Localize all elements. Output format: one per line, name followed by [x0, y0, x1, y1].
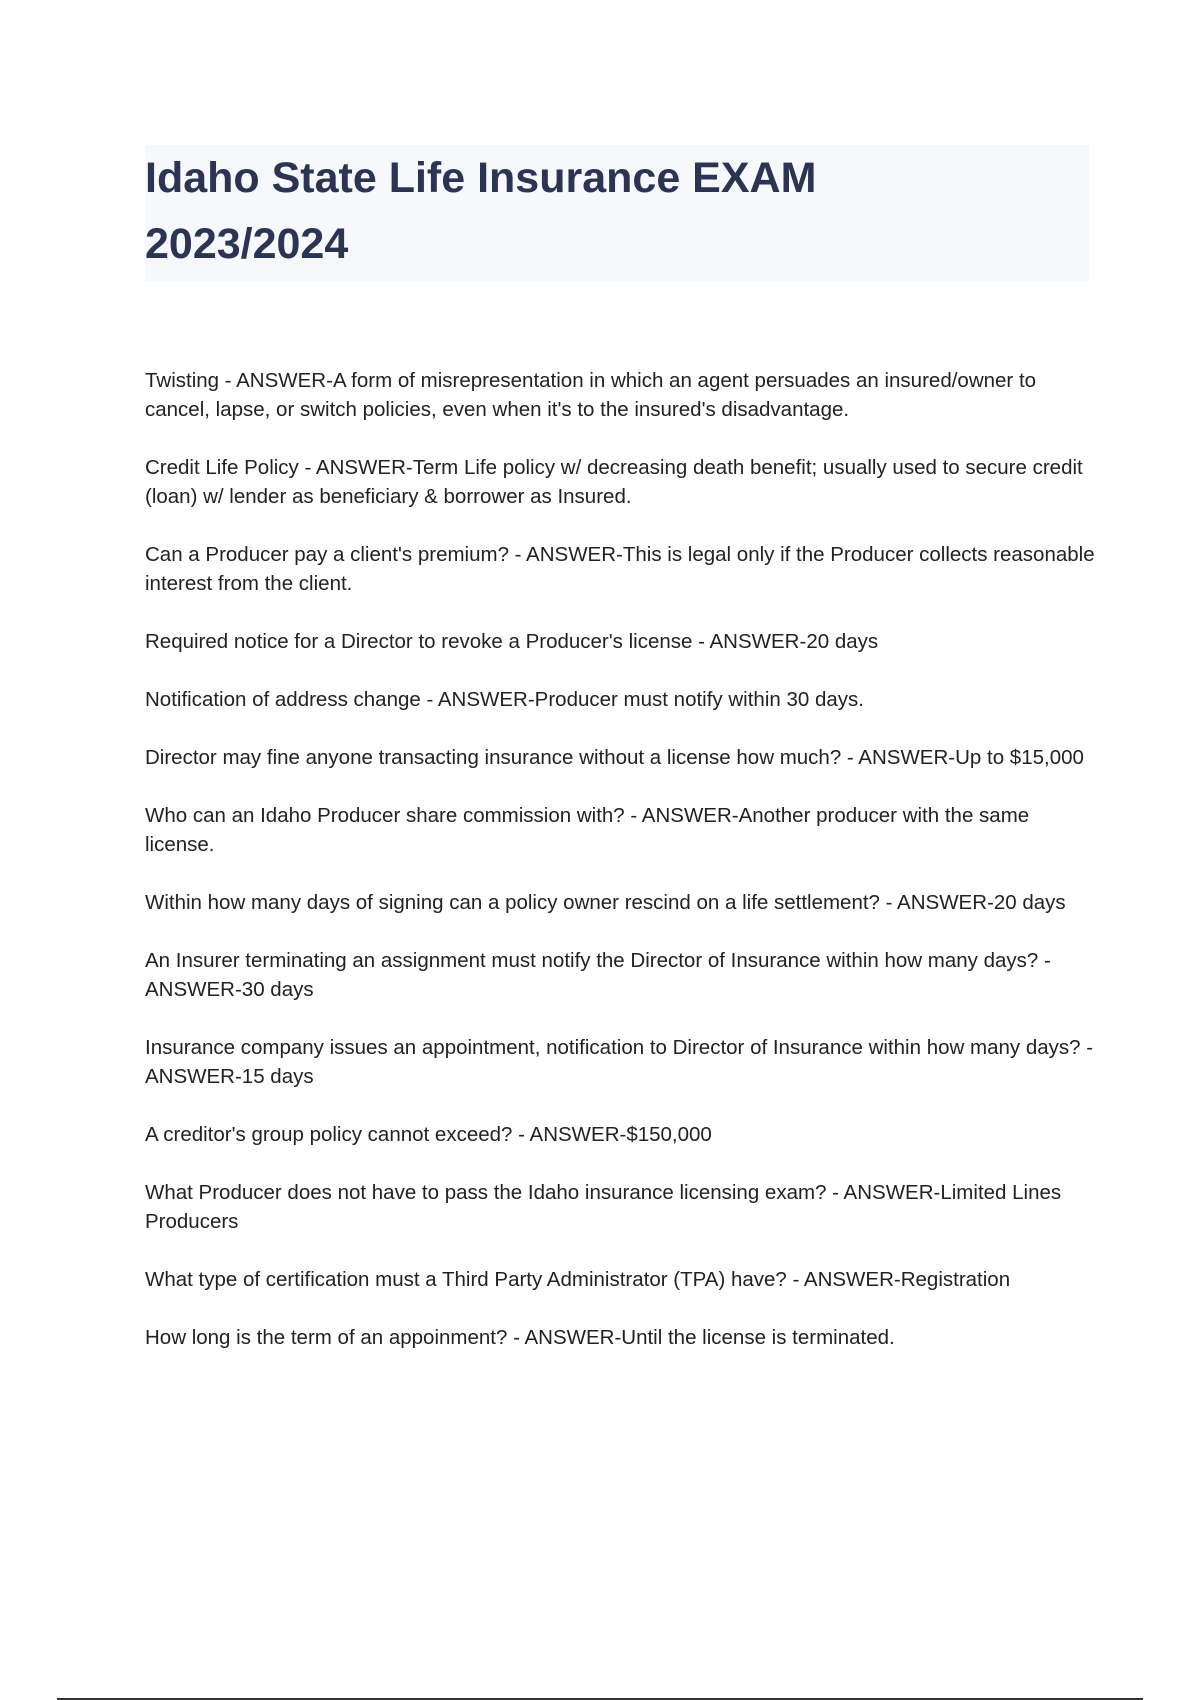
qa-item-appointment-notification: Insurance company issues an appointment, notification to Director of Insurance within how many days? - ANSWER-15 days: [145, 1036, 1094, 1088]
qa-item-tpa-certification: What type of certification must a Third Party Administrator (TPA) have? - ANSWER-Registration: [145, 1268, 1011, 1291]
title-line-1: Idaho State Life Insurance EXAM: [145, 154, 817, 202]
qa-item-twisting: Twisting - ANSWER-A form of misrepresentation in which an agent persuades an insured/owner to cancel, lapse, or switch policies, even when it's to the insured's disadvantage.: [145, 369, 1037, 421]
qa-item-producer-pay-premium: Can a Producer pay a client's premium? - ANSWER-This is legal only if the Producer collects reasonable interest from the client.: [145, 543, 1095, 595]
page-title: [145, 145, 1089, 277]
qa-item-revoke-license-notice: Required notice for a Director to revoke a Producer's license - ANSWER-20 days: [145, 630, 879, 653]
qa-item-terminating-assignment: An Insurer terminating an assignment must notify the Director of Insurance within how many days? - ANSWER-30 days: [145, 949, 1051, 1001]
qa-item-life-settlement-rescind: Within how many days of signing can a policy owner rescind on a life settlement? - ANSWER-20 days: [145, 891, 1066, 914]
question-answer-list: [145, 366, 1095, 1381]
qa-item-appointment-term: How long is the term of an appoinment? - ANSWER-Until the license is terminated.: [145, 1326, 895, 1349]
qa-item-creditor-group-policy: A creditor's group policy cannot exceed? - ANSWER-$150,000: [145, 1123, 712, 1146]
qa-item-credit-life-policy: Credit Life Policy - ANSWER-Term Life policy w/ decreasing death benefit; usually used to secure credit (loan) w/ lender as beneficiary & borrower as Insured.: [145, 456, 1083, 508]
title-line-2: 2023/2024: [145, 220, 349, 268]
qa-item-share-commission: Who can an Idaho Producer share commission with? - ANSWER-Another producer with the same license.: [145, 804, 1030, 856]
title-banner: [145, 145, 1089, 281]
qa-item-address-change: Notification of address change - ANSWER-Producer must notify within 30 days.: [145, 688, 864, 711]
qa-item-unlicensed-fine: Director may fine anyone transacting insurance without a license how much? - ANSWER-Up to $15,000: [145, 746, 1084, 769]
qa-item-exam-exempt-producer: What Producer does not have to pass the Idaho insurance licensing exam? - ANSWER-Limited Lines Producers: [145, 1181, 1062, 1233]
